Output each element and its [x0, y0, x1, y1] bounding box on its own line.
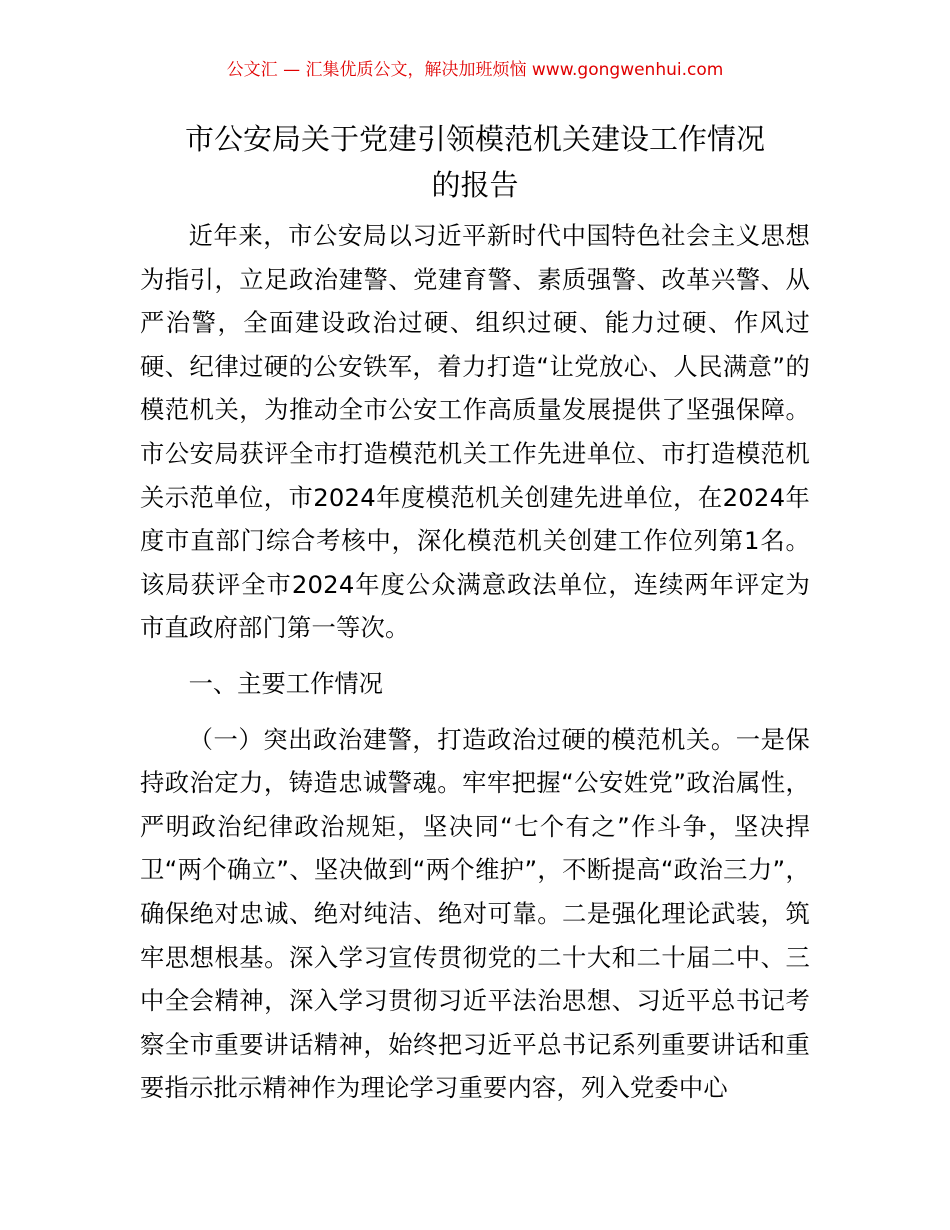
- document-body: [140, 214, 810, 1110]
- watermark-header: 公文汇 — 汇集优质公文，解决加班烦恼 www.gongwenhui.com: [226, 60, 724, 80]
- title-line-1: 市公安局关于党建引领模范机关建设工作情况: [184, 122, 765, 156]
- document-title: [120, 116, 830, 208]
- intro-paragraph: 近年来，市公安局以习近平新时代中国特色社会主义思想为指引，立足政治建警、党建育警、素质强警、改革兴警、从严治警，全面建设政治过硬、组织过硬、能力过硬、作风过硬、纪律过硬的公安铁军，着力打造“让党放心、人民满意”的模范机关，为推动全市公安工作高质量发展提供了坚强保障。市公安局获评全市打造模范机关工作先进单位、市打造模范机关示范单位，市2024年度模范机关创建先进单位，在2024年度市直部门综合考核中，深化模范机关创建工作位列第1名。该局获评全市2024年度公众满意政法单位，连续两年评定为市直政府部门第一等次。: [140, 221, 810, 643]
- section-heading: 一、主要工作情况: [188, 668, 383, 698]
- title-line-2: 的报告: [431, 168, 519, 202]
- section-paragraph: （一）突出政治建警，打造政治过硬的模范机关。一是保持政治定力，铸造忠诚警魂。牢牢把握“公安姓党”政治属性，严明政治纪律政治规矩，坚决同“七个有之”作斗争，坚决捍卫“两个确立”、坚决做到“两个维护”，不断提高“政治三力”，确保绝对忠诚、绝对纯洁、绝对可靠。二是强化理论武装，筑牢思想根基。深入学习宣传贯彻党的二十大和二十届二中、三中全会精神，深入学习贯彻习近平法治思想、习近平总书记考察全市重要讲话精神，始终把习近平总书记系列重要讲话和重要指示批示精神作为理论学习重要内容，列入党委中心: [140, 724, 810, 1103]
